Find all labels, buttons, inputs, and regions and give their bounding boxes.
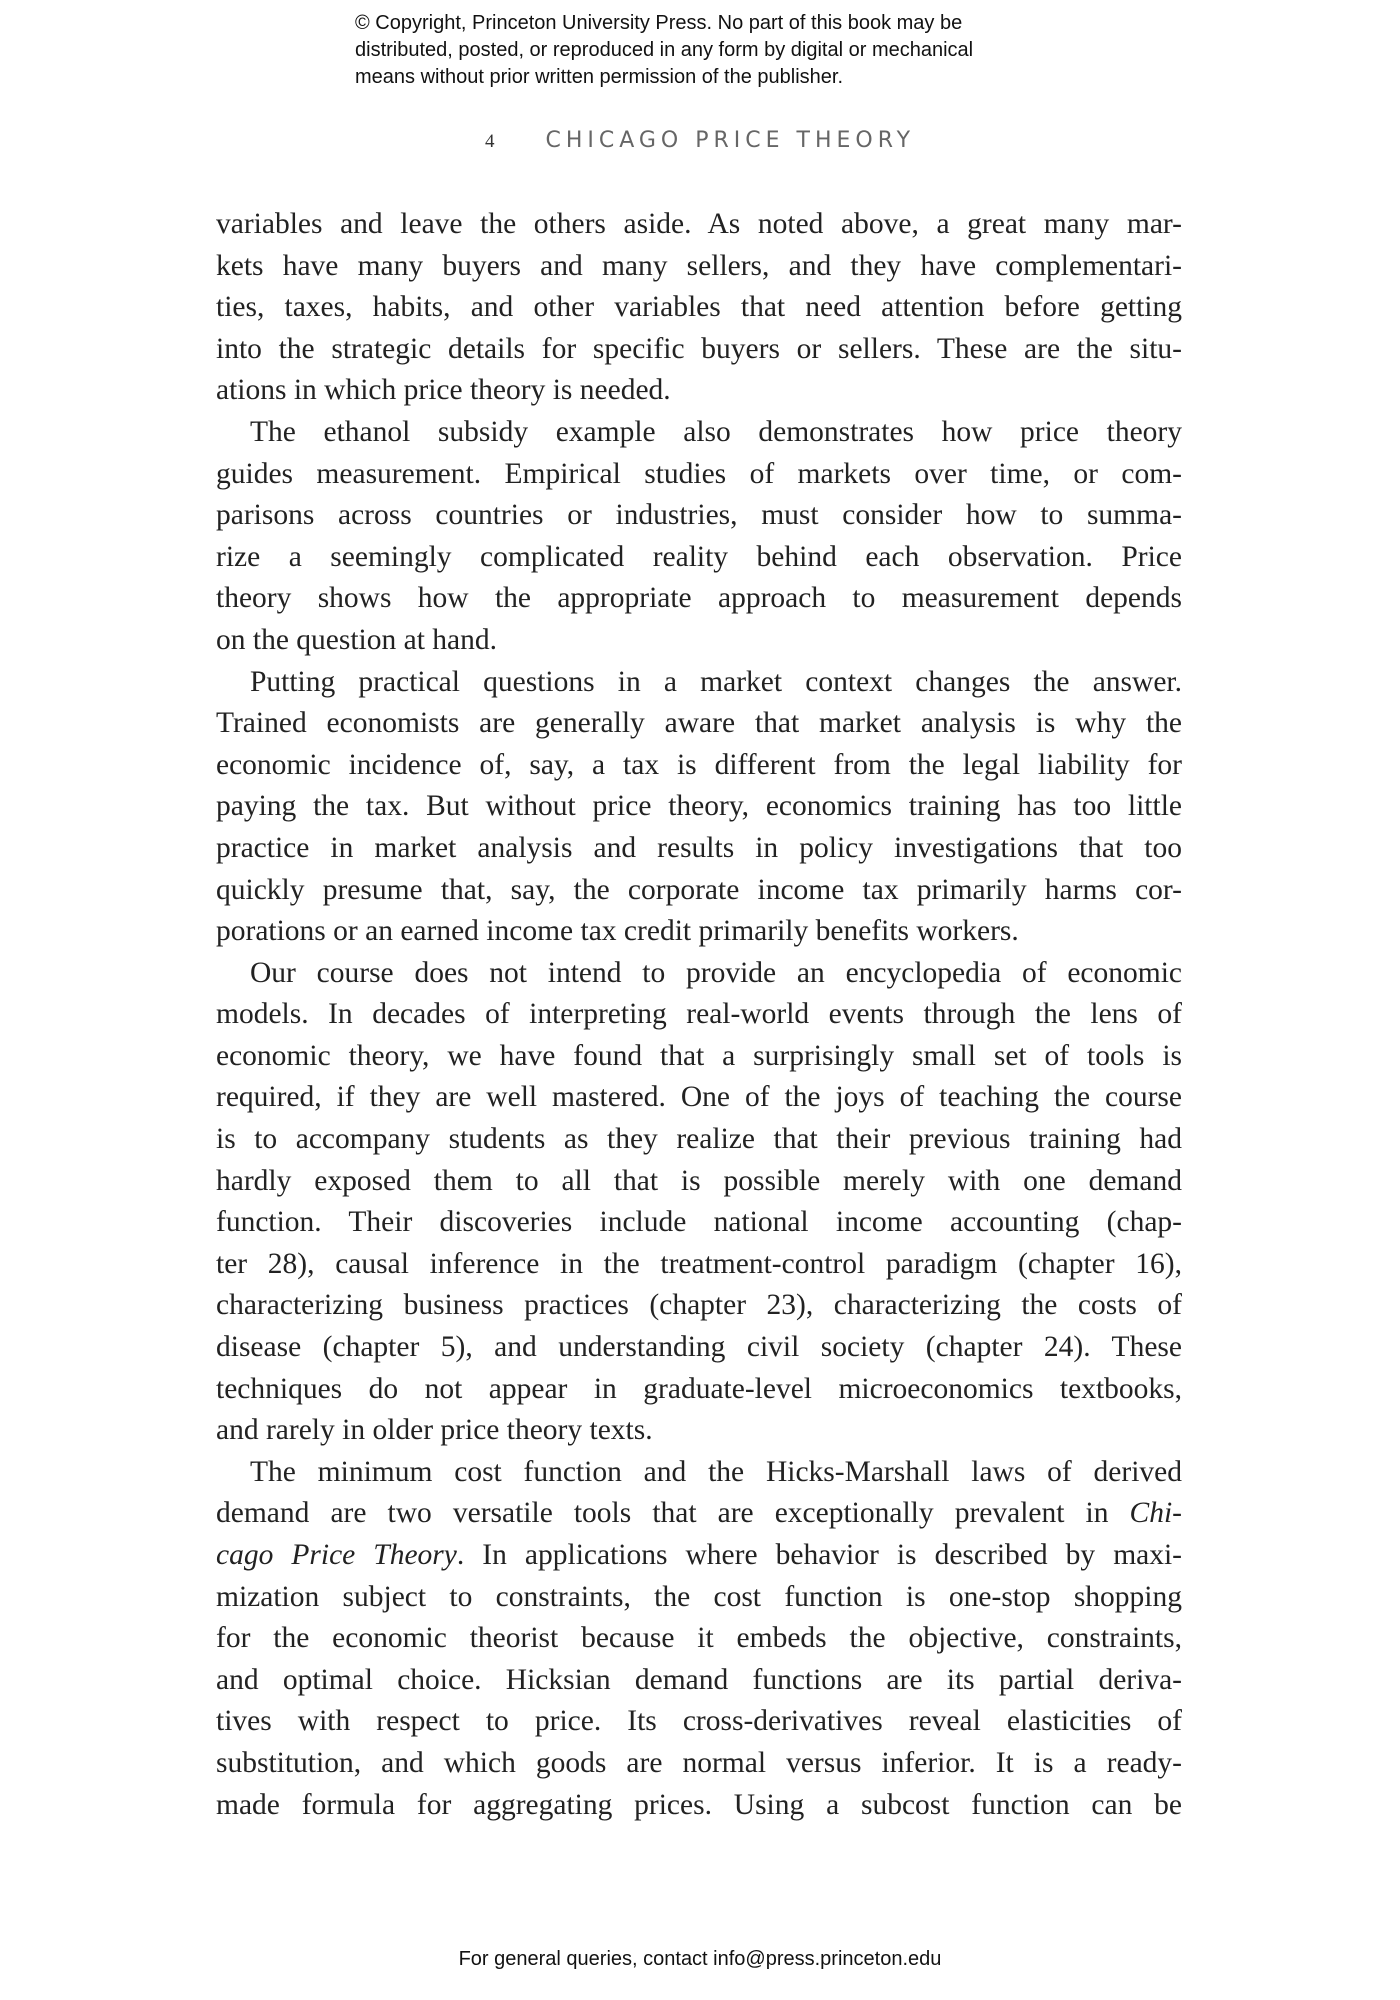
text-span: into the strategic details for specific buyers or sellers. These are the situ- <box>216 332 1182 365</box>
text-span: Putting practical questions in a market context changes the answer. <box>250 665 1182 698</box>
text-line <box>216 1202 1182 1244</box>
text-span: mization subject to constraints, the cost function is one-stop shopping <box>216 1580 1182 1613</box>
page-number: 4 <box>484 131 495 152</box>
copyright-line: © Copyright, Princeton University Press. No part of this book may be <box>355 12 963 34</box>
text-line <box>216 1452 1182 1494</box>
text-line <box>216 1161 1182 1203</box>
text-line <box>216 1577 1182 1619</box>
copyright-notice <box>355 10 973 91</box>
text-line <box>216 1285 1182 1327</box>
paragraph <box>216 204 1182 412</box>
text-line <box>216 1618 1182 1660</box>
text-span: for the economic theorist because it embeds the objective, constraints, <box>216 1622 1182 1655</box>
text-span: theory shows how the appropriate approach to measurement depends <box>216 582 1182 615</box>
text-line <box>216 204 1182 246</box>
text-span: The minimum cost function and the Hicks-Marshall laws of derived <box>250 1455 1182 1488</box>
text-span: and optimal choice. Hicksian demand functions are its partial deriva- <box>216 1663 1182 1696</box>
text-line <box>216 1410 1182 1452</box>
text-line <box>216 911 1182 953</box>
text-span: practice in market analysis and results in policy investigations that too <box>216 831 1182 864</box>
text-span: models. In decades of interpreting real-world events through the lens of <box>216 998 1182 1031</box>
text-line <box>216 578 1182 620</box>
text-span: variables and leave the others aside. As noted above, a great many mar- <box>216 208 1182 240</box>
body-text <box>216 204 1182 1826</box>
text-span: economic theory, we have found that a surprisingly small set of tools is <box>216 1039 1182 1072</box>
text-span: quickly presume that, say, the corporate income tax primarily harms cor- <box>216 873 1182 906</box>
text-line <box>216 1369 1182 1411</box>
text-line <box>216 1036 1182 1078</box>
text-line <box>216 246 1182 288</box>
copyright-line: distributed, posted, or reproduced in any form by digital or mechanical <box>355 39 974 61</box>
text-line <box>216 953 1182 995</box>
text-span: hardly exposed them to all that is possible merely with one demand <box>216 1164 1182 1197</box>
text-line <box>216 745 1182 787</box>
text-span: . In applications where behavior is described by maxi- <box>456 1539 1182 1571</box>
text-span: is to accompany students as they realize that their previous training had <box>216 1123 1182 1156</box>
footer-contact: For general queries, contact info@press.princeton.edu <box>458 1948 942 1970</box>
text-line <box>216 370 1182 412</box>
text-line <box>216 1701 1182 1743</box>
text-line <box>216 1327 1182 1369</box>
text-line <box>216 828 1182 870</box>
text-line <box>216 1077 1182 1119</box>
text-line <box>216 620 1182 662</box>
text-line <box>216 1660 1182 1702</box>
text-span: tives with respect to price. Its cross-derivatives reveal elasticities of <box>216 1705 1182 1738</box>
text-span: parisons across countries or industries, must consider how to summa- <box>216 499 1182 532</box>
text-span: techniques do not appear in graduate-level microeconomics textbooks, <box>216 1372 1182 1405</box>
text-line <box>216 786 1182 828</box>
book-title: CHICAGO PRICE THEORY <box>545 128 916 153</box>
text-line <box>216 1743 1182 1785</box>
text-span: made formula for aggregating prices. Using a subcost function can be <box>216 1788 1182 1821</box>
text-span: ties, taxes, habits, and other variables that need attention before getting <box>216 291 1182 324</box>
text-line <box>216 1119 1182 1161</box>
text-line <box>216 287 1182 329</box>
text-span: characterizing business practices (chapter 23), characterizing the costs of <box>216 1289 1182 1322</box>
text-line <box>216 454 1182 496</box>
italic-text: Chi- <box>1129 1497 1182 1530</box>
text-line <box>216 1785 1182 1827</box>
text-span: substitution, and which goods are normal versus inferior. It is a ready- <box>216 1746 1182 1779</box>
paragraph <box>216 953 1182 1452</box>
text-span: on the question at hand. <box>216 623 498 656</box>
text-line <box>216 1244 1182 1286</box>
text-span: paying the tax. But without price theory, economics training has too little <box>216 790 1182 823</box>
paragraph <box>216 662 1182 953</box>
text-span: economic incidence of, say, a tax is different from the legal liability for <box>216 748 1182 781</box>
text-line <box>216 662 1182 704</box>
text-span: The ethanol subsidy example also demonstrates how price theory <box>250 415 1182 448</box>
text-span: ter 28), causal inference in the treatment-control paradigm (chapter 16), <box>216 1247 1182 1280</box>
text-span: function. Their discoveries include national income accounting (chap- <box>216 1206 1182 1239</box>
running-head <box>0 128 1400 153</box>
text-span: porations or an earned income tax credit primarily benefits workers. <box>216 915 1019 948</box>
italic-text: cago Price Theory <box>216 1539 457 1571</box>
text-line <box>216 870 1182 912</box>
text-span: rize a seemingly complicated reality behind each observation. Price <box>216 540 1182 573</box>
text-span: demand are two versatile tools that are exceptionally prevalent in <box>216 1497 1130 1530</box>
paragraph <box>216 1452 1182 1826</box>
text-span: kets have many buyers and many sellers, and they have complementari- <box>216 249 1182 282</box>
text-span: disease (chapter 5), and understanding civil society (chapter 24). These <box>216 1331 1182 1364</box>
text-span: required, if they are well mastered. One of the joys of teaching the course <box>216 1081 1182 1114</box>
text-span: Trained economists are generally aware that market analysis is why the <box>216 707 1182 740</box>
text-span: Our course does not intend to provide an encyclopedia of economic <box>250 956 1182 989</box>
copyright-line: means without prior written permission of the publisher. <box>355 66 844 88</box>
text-line <box>216 495 1182 537</box>
text-span: guides measurement. Empirical studies of markets over time, or com- <box>216 457 1182 490</box>
text-line <box>216 1535 1182 1577</box>
text-line <box>216 994 1182 1036</box>
text-line <box>216 329 1182 371</box>
text-line <box>216 703 1182 745</box>
text-line <box>216 412 1182 454</box>
text-line <box>216 1493 1182 1535</box>
paragraph <box>216 412 1182 662</box>
text-span: ations in which price theory is needed. <box>216 374 671 407</box>
text-span: and rarely in older price theory texts. <box>216 1414 653 1447</box>
text-line <box>216 537 1182 579</box>
